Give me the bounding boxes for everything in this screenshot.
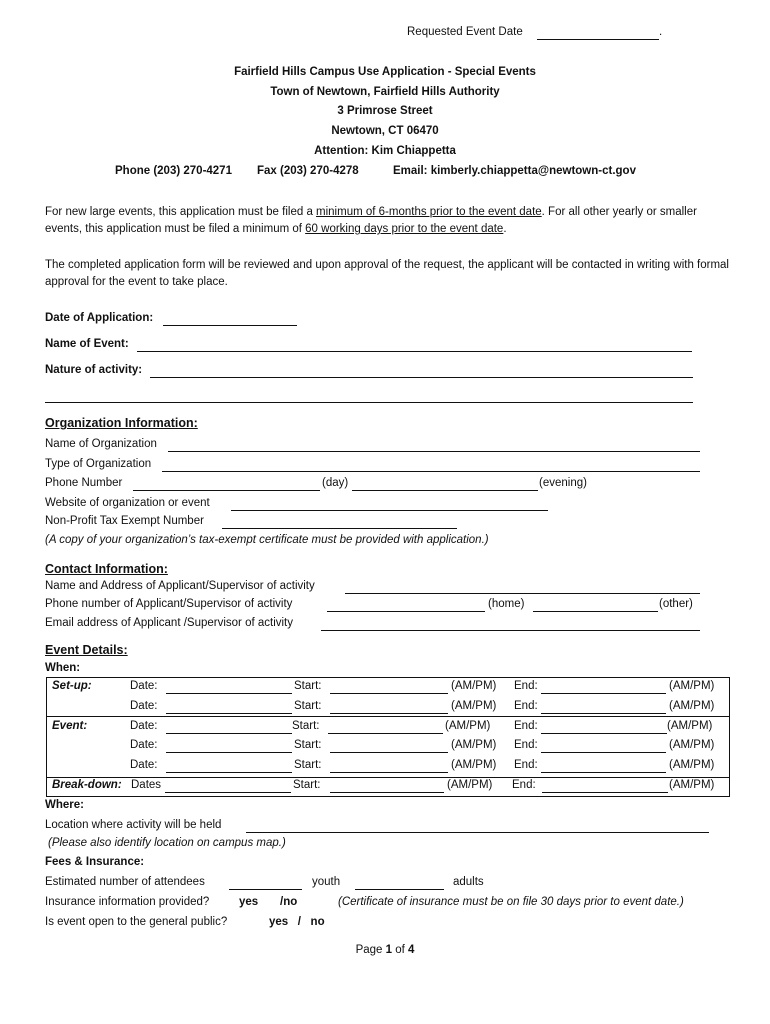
tax-exempt-field[interactable]: [222, 528, 457, 529]
home-label: (home): [488, 598, 525, 610]
setup-date-field-2[interactable]: [166, 713, 292, 714]
breakdown-dates-label: Dates: [131, 779, 162, 791]
campus-map-note: (Please also identify location on campus map.): [48, 837, 286, 849]
breakdown-date-field[interactable]: [165, 792, 291, 793]
event-date-label: Date:: [130, 759, 158, 771]
ampm-label: (AM/PM): [669, 739, 715, 751]
event-date-field-1[interactable]: [166, 733, 292, 734]
setup-date-field-1[interactable]: [166, 693, 292, 694]
applicant-name-address-label: Name and Address of Applicant/Supervisor of activity: [45, 580, 315, 592]
event-date-label: Date:: [130, 739, 158, 751]
org-phone-label: Phone Number: [45, 477, 123, 489]
website-label: Website of organization or event: [45, 497, 210, 509]
phone-contact: Phone (203) 270-4271: [115, 165, 232, 177]
organization-heading: Organization Information:: [45, 416, 198, 430]
nature-of-activity-label: Nature of activity:: [45, 364, 143, 376]
ampm-label: (AM/PM): [667, 720, 713, 732]
youth-attendees-field[interactable]: [229, 889, 302, 890]
breakdown-end-field[interactable]: [542, 792, 668, 793]
date-of-application-field[interactable]: [163, 325, 297, 326]
breakdown-end-label: End:: [512, 779, 536, 791]
applicant-phone-home-field[interactable]: [327, 611, 485, 612]
ampm-label: (AM/PM): [447, 779, 493, 791]
requested-event-date-field[interactable]: [537, 39, 659, 40]
tax-exempt-label: Non-Profit Tax Exempt Number: [45, 515, 204, 527]
setup-start-field-1[interactable]: [330, 693, 448, 694]
approval-paragraph: The completed application form will be reviewed and upon approval of the request, the applicant will be contacted in writing with formal approval for the event to take place.: [45, 259, 729, 288]
public-yes-no-option[interactable]: yes / no: [269, 916, 325, 928]
insurance-label: Insurance information provided?: [45, 896, 210, 908]
org-phone-day-field[interactable]: [133, 490, 320, 491]
event-end-label: End:: [514, 720, 538, 732]
nature-of-activity-field-line2[interactable]: [45, 402, 693, 403]
when-label: When:: [45, 662, 81, 674]
email-contact: Email: kimberly.chiappetta@newtown-ct.gov: [393, 165, 636, 177]
date-of-application-label: Date of Application:: [45, 312, 154, 324]
adult-attendees-field[interactable]: [355, 889, 444, 890]
org-name-label: Name of Organization: [45, 438, 157, 450]
form-title: Fairfield Hills Campus Use Application - Special Events: [234, 66, 536, 78]
setup-end-field-2[interactable]: [541, 713, 666, 714]
breakdown-label: Break-down:: [52, 779, 122, 791]
event-start-field-2[interactable]: [330, 752, 448, 753]
attendees-label: Estimated number of attendees: [45, 876, 205, 888]
applicant-email-label: Email address of Applicant /Supervisor of activity: [45, 617, 294, 629]
applicant-email-field[interactable]: [321, 630, 700, 631]
setup-date-label: Date:: [130, 700, 158, 712]
tax-certificate-note: (A copy of your organization’s tax-exempt certificate must be provided with application.): [45, 534, 489, 546]
org-type-field[interactable]: [162, 471, 700, 472]
insurance-yes-option[interactable]: yes: [239, 896, 259, 908]
other-label: (other): [659, 598, 693, 610]
event-end-label: End:: [514, 739, 538, 751]
city-state: Newtown, CT 06470: [331, 125, 439, 137]
event-start-field-1[interactable]: [328, 733, 443, 734]
ampm-label: (AM/PM): [445, 720, 491, 732]
authority-name: Town of Newtown, Fairfield Hills Authority: [270, 86, 500, 98]
location-field[interactable]: [246, 832, 709, 833]
setup-start-label: Start:: [294, 680, 322, 692]
applicant-phone-other-field[interactable]: [533, 611, 658, 612]
event-start-label: Start:: [294, 759, 322, 771]
day-label: (day): [322, 477, 349, 489]
setup-end-label: End:: [514, 680, 538, 692]
where-label: Where:: [45, 799, 84, 811]
org-name-field[interactable]: [168, 451, 700, 452]
ampm-label: (AM/PM): [451, 700, 497, 712]
fees-insurance-heading: Fees & Insurance:: [45, 856, 145, 868]
event-start-label: Start:: [292, 720, 320, 732]
insurance-no-option[interactable]: /no: [280, 896, 298, 908]
setup-date-label: Date:: [130, 680, 158, 692]
org-phone-evening-field[interactable]: [352, 490, 538, 491]
ampm-label: (AM/PM): [451, 739, 497, 751]
nature-of-activity-field[interactable]: [150, 377, 693, 378]
location-label: Location where activity will be held: [45, 819, 222, 831]
evening-label: (evening): [539, 477, 587, 489]
public-event-label: Is event open to the general public?: [45, 916, 228, 928]
event-details-heading: Event Details:: [45, 643, 128, 657]
adults-label: adults: [453, 876, 484, 888]
event-start-label: Start:: [294, 739, 322, 751]
event-start-field-3[interactable]: [330, 772, 448, 773]
name-of-event-label: Name of Event:: [45, 338, 129, 350]
setup-label: Set-up:: [52, 680, 92, 692]
setup-start-label: Start:: [294, 700, 322, 712]
fax-contact: Fax (203) 270-4278: [257, 165, 359, 177]
youth-label: youth: [312, 876, 341, 888]
applicant-name-address-field[interactable]: [345, 593, 700, 594]
filing-deadline-paragraph: For new large events, this application must be filed a minimum of 6-months prior to the event date. For all other yearly or smaller events, this application must be filed a minimum of 60 working days prior to the event date.: [45, 206, 697, 235]
period: .: [659, 26, 663, 38]
event-end-label: End:: [514, 759, 538, 771]
applicant-phone-label: Phone number of Applicant/Supervisor of activity: [45, 598, 293, 610]
ampm-label: (AM/PM): [669, 779, 715, 791]
event-end-field-1[interactable]: [541, 733, 667, 734]
attention-line: Attention: Kim Chiappetta: [314, 145, 456, 157]
ampm-label: (AM/PM): [451, 680, 497, 692]
ampm-label: (AM/PM): [451, 759, 497, 771]
event-date-field-3[interactable]: [166, 772, 292, 773]
street-address: 3 Primrose Street: [337, 105, 433, 117]
event-label: Event:: [52, 720, 88, 732]
page-number: Page 1 of 4: [355, 944, 415, 956]
breakdown-start-label: Start:: [293, 779, 321, 791]
setup-end-label: End:: [514, 700, 538, 712]
requested-event-date-label: Requested Event Date: [407, 26, 523, 38]
ampm-label: (AM/PM): [669, 700, 715, 712]
event-date-label: Date:: [130, 720, 158, 732]
setup-start-field-2[interactable]: [330, 713, 448, 714]
name-of-event-field[interactable]: [137, 351, 692, 352]
event-end-field-3[interactable]: [541, 772, 666, 773]
event-date-field-2[interactable]: [166, 752, 292, 753]
contact-heading: Contact Information:: [45, 562, 168, 576]
website-field[interactable]: [231, 510, 548, 511]
insurance-certificate-note: (Certificate of insurance must be on file 30 days prior to event date.): [338, 896, 684, 908]
event-end-field-2[interactable]: [541, 752, 666, 753]
ampm-label: (AM/PM): [669, 680, 715, 692]
org-type-label: Type of Organization: [45, 458, 152, 470]
ampm-label: (AM/PM): [669, 759, 715, 771]
setup-end-field-1[interactable]: [541, 693, 666, 694]
breakdown-start-field[interactable]: [330, 792, 444, 793]
